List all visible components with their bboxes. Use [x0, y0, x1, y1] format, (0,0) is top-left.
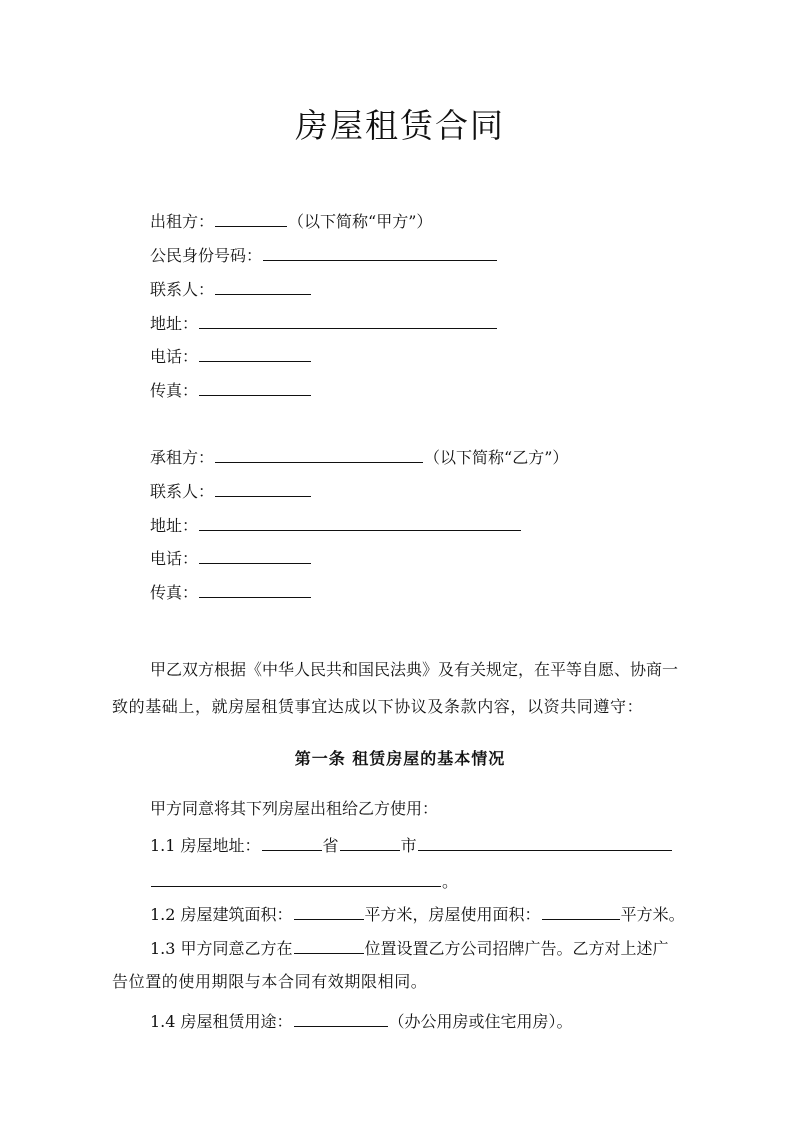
lessor-contact-line: [150, 278, 312, 301]
lessee-contact-label: 联系人：: [150, 482, 215, 501]
lessee-label: 承租方：: [150, 448, 215, 467]
lessor-name-blank[interactable]: [215, 210, 287, 227]
lessor-fax-line: [150, 379, 312, 402]
clause-1-3-label: 1.3 甲方同意乙方在: [150, 939, 293, 958]
document-title: 房屋租赁合同: [295, 106, 505, 145]
lessor-phone-line: [150, 345, 312, 368]
lessor-id-line: [150, 244, 498, 267]
lessor-phone-label: 电话：: [150, 347, 199, 366]
lessee-address-blank[interactable]: [199, 514, 521, 531]
clause-1-2-unit-1: 平方米，房屋使用面积：: [364, 905, 541, 924]
lessee-address-line: [150, 514, 522, 537]
province-blank[interactable]: [262, 834, 322, 851]
usable-area-blank[interactable]: [542, 903, 620, 920]
clause-1-2-unit-2: 平方米。: [620, 905, 685, 924]
clause-1-4-note: （办公用房或住宅用房）。: [388, 1012, 573, 1031]
lessee-name-blank[interactable]: [215, 446, 423, 463]
lessee-contact-line: [150, 480, 312, 503]
clause-1-1-continuation: [150, 870, 458, 893]
building-area-blank[interactable]: [294, 903, 364, 920]
usage-blank[interactable]: [294, 1010, 388, 1027]
lessee-contact-blank[interactable]: [215, 480, 311, 497]
lessor-phone-blank[interactable]: [199, 345, 311, 362]
clause-1-3-text: 位置设置乙方公司招牌广告。乙方对上述广: [364, 939, 669, 958]
clause-1-1-label: 1.1 房屋地址：: [150, 836, 261, 855]
address-detail-blank[interactable]: [418, 834, 672, 851]
lessor-contact-blank[interactable]: [215, 278, 311, 295]
lessor-id-blank[interactable]: [263, 244, 497, 261]
lessee-phone-label: 电话：: [150, 549, 199, 568]
intro-line-1: 甲乙双方根据《中华人民共和国民法典》及有关规定，在平等自愿、协商一: [150, 660, 679, 679]
lessor-line: [150, 210, 432, 233]
clause-1-1-end: 。: [442, 872, 459, 891]
city-label: 市: [400, 836, 417, 855]
lessee-fax-line: [150, 581, 312, 604]
article-1-lead: 甲方同意将其下列房屋出租给乙方使用：: [150, 799, 439, 818]
lessor-address-blank[interactable]: [199, 312, 497, 329]
lessee-phone-line: [150, 547, 312, 570]
lessor-id-label: 公民身份号码：: [150, 246, 263, 265]
clause-1-4-line: [150, 1010, 573, 1033]
clause-1-3-line-2: 告位置的使用期限与本合同有效期限相同。: [112, 972, 428, 991]
lessee-phone-blank[interactable]: [199, 547, 311, 564]
lessor-contact-label: 联系人：: [150, 280, 215, 299]
sign-position-blank[interactable]: [294, 937, 364, 954]
lessor-address-label: 地址：: [150, 314, 199, 333]
lessor-address-line: [150, 312, 498, 335]
lessor-fax-blank[interactable]: [199, 379, 311, 396]
clause-1-2-label: 1.2 房屋建筑面积：: [150, 905, 293, 924]
clause-1-4-label: 1.4 房屋租赁用途：: [150, 1012, 293, 1031]
lessee-fax-blank[interactable]: [199, 581, 311, 598]
article-1-heading: 第一条 租赁房屋的基本情况: [294, 749, 506, 768]
clause-1-1-line: [150, 834, 673, 857]
lessee-note: （以下简称“乙方”）: [424, 448, 569, 467]
lessor-fax-label: 传真：: [150, 381, 199, 400]
lessee-fax-label: 传真：: [150, 583, 199, 602]
lessor-note: （以下简称“甲方”）: [288, 212, 433, 231]
address-continuation-blank[interactable]: [151, 870, 441, 887]
province-label: 省: [322, 836, 339, 855]
lessee-address-label: 地址：: [150, 516, 199, 535]
clause-1-3-line: [150, 937, 669, 960]
clause-1-2-line: [150, 903, 685, 926]
intro-line-2: 致的基础上，就房屋租赁事宜达成以下协议及条款内容，以资共同遵守：: [112, 697, 644, 716]
city-blank[interactable]: [340, 834, 400, 851]
lessor-label: 出租方：: [150, 212, 215, 231]
lessee-line: [150, 446, 568, 469]
